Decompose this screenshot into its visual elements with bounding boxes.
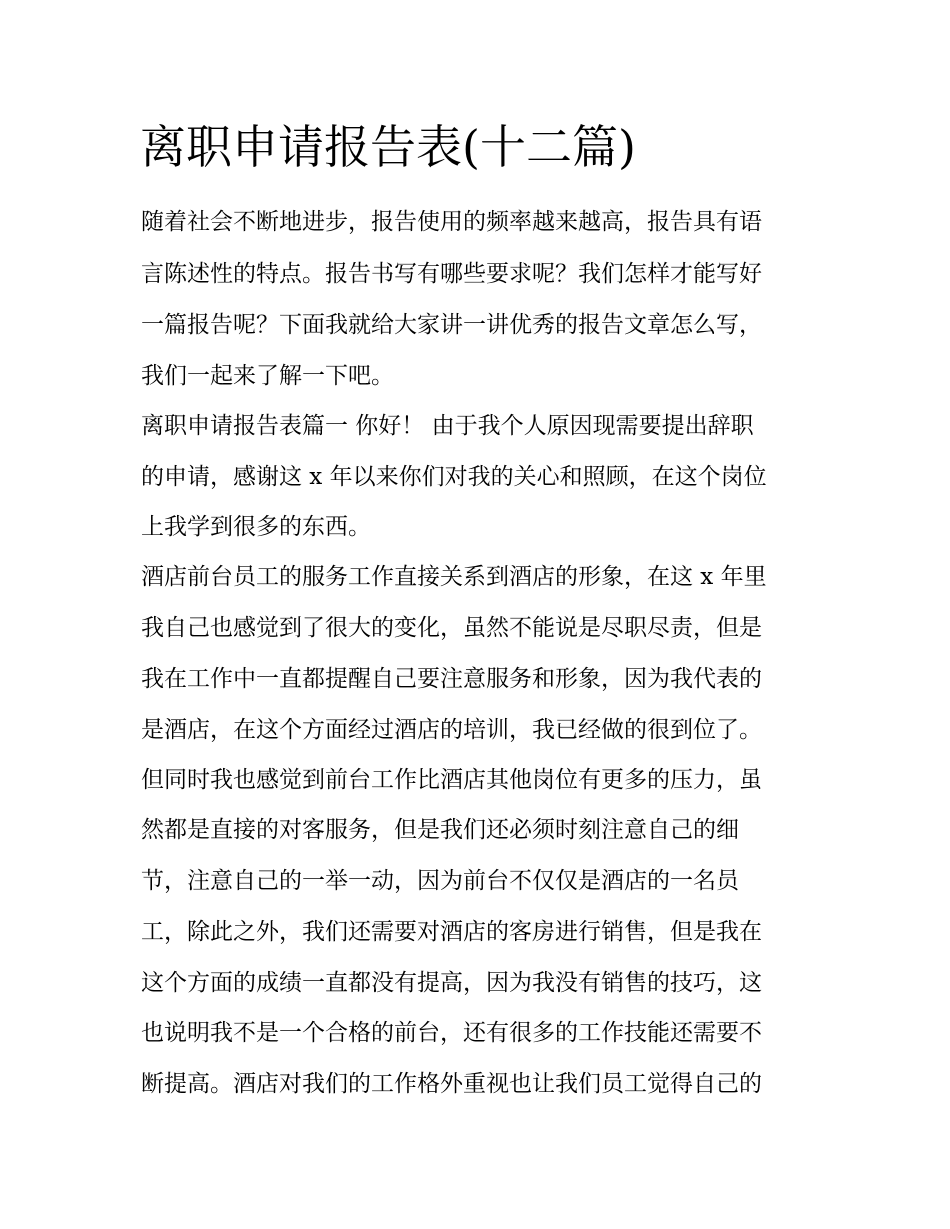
body-line-17: 也说明我不是一个合格的前台，还有很多的工作技能还需要不 xyxy=(141,1020,762,1046)
body-line-18: 断提高。酒店对我们的工作格外重视也让我们员工觉得自己的 xyxy=(141,1071,762,1097)
body-line-6: 的申请，感谢这 x 年以来你们对我的关心和照顾，在这个岗位 xyxy=(141,464,767,490)
body-line-16: 这个方面的成绩一直都没有提高，因为我没有销售的技巧，这 xyxy=(141,970,762,996)
body-line-8: 酒店前台员工的服务工作直接关系到酒店的形象，在这 x 年里 xyxy=(141,564,767,590)
body-line-12: 但同时我也感觉到前台工作比酒店其他岗位有更多的压力，虽 xyxy=(141,767,762,793)
body-line-5: 离职申请报告表篇一 你好！ 由于我个人原因现需要提出辞职 xyxy=(141,413,754,439)
body-line-15: 工，除此之外，我们还需要对酒店的客房进行销售，但是我在 xyxy=(141,919,762,945)
body-line-11: 是酒店，在这个方面经过酒店的培训，我已经做的很到位了。 xyxy=(141,717,762,743)
body-line-13: 然都是直接的对客服务，但是我们还必须时刻注意自己的细 xyxy=(141,817,739,843)
body-line-2: 言陈述性的特点。报告书写有哪些要求呢？我们怎样才能写好 xyxy=(141,261,762,287)
body-line-10: 我在工作中一直都提醒自己要注意服务和形象，因为我代表的 xyxy=(141,666,762,692)
body-line-4: 我们一起来了解一下吧。 xyxy=(141,363,394,389)
body-line-9: 我自己也感觉到了很大的变化，虽然不能说是尽职尽责，但是 xyxy=(141,615,762,641)
body-line-3: 一篇报告呢？下面我就给大家讲一讲优秀的报告文章怎么写， xyxy=(141,312,762,338)
body-line-7: 上我学到很多的东西。 xyxy=(141,514,371,540)
document-title: 离职申请报告表(十二篇) xyxy=(140,120,636,174)
body-line-14: 节，注意自己的一举一动，因为前台不仅仅是酒店的一名员 xyxy=(141,868,739,894)
body-line-1: 随着社会不断地进步，报告使用的频率越来越高，报告具有语 xyxy=(141,209,762,235)
